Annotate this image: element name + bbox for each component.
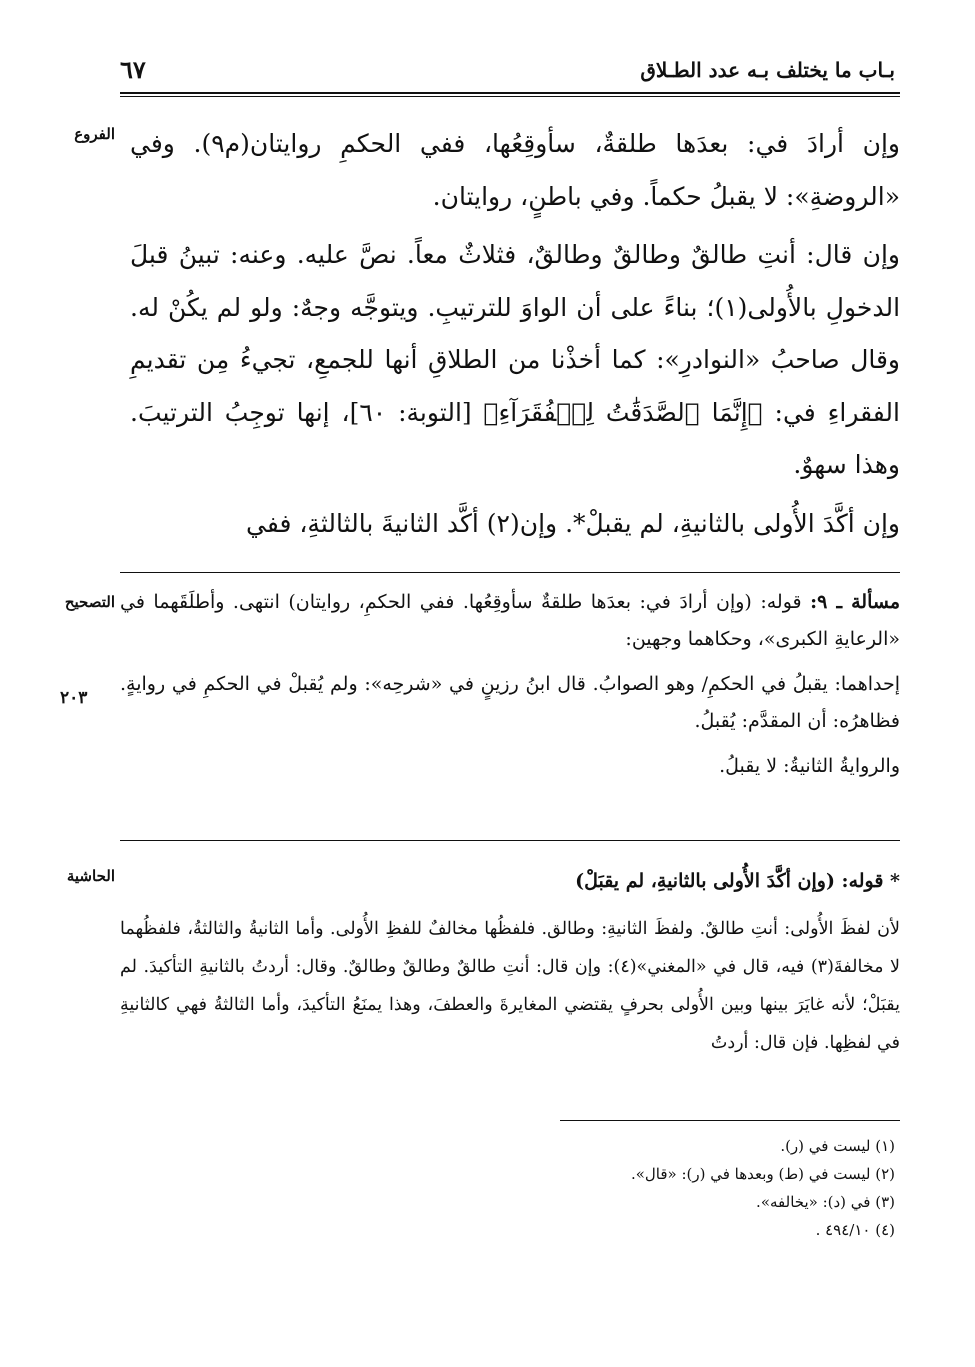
tashih-section bbox=[120, 584, 900, 785]
section-label-furu: الفروع bbox=[74, 125, 115, 143]
hashiya-section bbox=[120, 862, 900, 1062]
tashih-text: قوله: (وإن أرادَ في: بعدَها طلقةٌ سأوقِعُها. ففي الحكمِ، روايتان) انتهى. وأطلَقَهما في «الرعايةِ الكبرى»، وحكاهما وجهين: bbox=[120, 591, 900, 650]
tashih-paragraph: إحداهما: يقبلُ في الحكمِ/ وهو الصوابُ. قال ابنُ رزينٍ في «شرحِه»: ولم يُقبلْ في الحكمِ في روايةٍ. فظاهرُه: أن المقدَّم: يُقبلُ. bbox=[120, 673, 900, 732]
tashih-paragraph: والروايةُ الثانيةُ: لا يقبلُ. bbox=[719, 755, 900, 777]
footnote: (٢) ليست في (ط) وبعدها في (ر): «قال». bbox=[630, 1165, 895, 1183]
section-label-hashiya: الحاشية bbox=[66, 867, 115, 885]
footnote: (٣) في (د): «يخالفه». bbox=[756, 1193, 895, 1211]
footnotes bbox=[295, 1132, 895, 1244]
hashiya-title: * قوله: (وإن أكَّدَ الأُولى بالثانيةِ، لم يقبَلْ) bbox=[575, 870, 900, 892]
running-title: بـاب ما يختلف بـه عدد الطـلاق bbox=[640, 58, 895, 82]
footnote: (٤) ٤٩٤/١٠ . bbox=[815, 1221, 895, 1239]
section-divider bbox=[120, 572, 900, 573]
tashih-paragraph bbox=[120, 584, 900, 658]
footnote-rule bbox=[560, 1120, 900, 1121]
masala-label: مسألة ـ ٩: bbox=[810, 591, 900, 613]
main-text bbox=[130, 118, 900, 550]
page-number: ٦٧ bbox=[120, 55, 146, 84]
header-rule-thin bbox=[120, 96, 900, 97]
section-label-tashih: التصحيح bbox=[64, 593, 115, 611]
tashih-page-reference: ٢٠٣ bbox=[60, 688, 88, 708]
header-rule bbox=[120, 92, 900, 94]
main-paragraph: وإن قال: أنتِ طالقٌ وطالقٌ وطالقٌ، فثلاثٌ معاً. نصَّ عليه. وعنه: تبينُ قبلَ الدخولِ بالأُولى(١)؛ بناءً على أن الواوَ للترتيبِ. ويتوجَّه وجهٌ: ولو لم يكُنْ له. وقال صاحبُ «النوادرِ»: كما أخذْنا من الطلاقِ أنها للجمعِ، تجيءُ مِن تقديمِ الفقراءِ في: ﴿إِنَّمَا ٱلصَّدَقَٰتُ لِلۡفُقَرَآءِ﴾ [التوبة: ٦٠]، إنها توجِبُ الترتيبَ. وهذا سهوٌ. bbox=[130, 240, 901, 479]
footnote: (١) ليست في (ر). bbox=[780, 1137, 895, 1155]
hashiya-paragraph: لأن لفظَ الأُولى: أنتِ طالقٌ. ولفظَ الثانيةِ: وطالق. فلفظُها مخالفٌ للفظِ الأُولى. وأما الثانيةُ والثالثةُ، فلفظُهما لا مخالفةَ(٣) فيه، قال في «المغني»(٤): وإن قال: أنتِ طالقٌ وطالقٌ وطالقٌ. وقال: أردتُ بالثانيةِ التأكيدَ. لم يقبَلْ؛ لأنه غايَرَ بينها وبين الأُولى بحرفٍ يقتضي المغايرةَ والعطفَ، وهذا يمنَعُ التأكيدَ، وأما الثالثةُ فهي كالثانيةِ في لفظِها. فإن قال: أردتُ bbox=[120, 919, 900, 1053]
section-divider bbox=[120, 840, 900, 841]
main-paragraph: وإن أرادَ في: بعدَها طلقةٌ، سأوقِعُها، ففي الحكمِ روايتان(م٩). وفي «الروضةِ»: لا يقبلُ حكماً. وفي باطنٍ، روايتان. bbox=[130, 129, 901, 211]
main-paragraph: وإن أكَّدَ الأُولى بالثانيةِ، لم يقبلْ*. وإن(٢) أكَّد الثانيةَ بالثالثةِ، ففي bbox=[245, 508, 900, 538]
